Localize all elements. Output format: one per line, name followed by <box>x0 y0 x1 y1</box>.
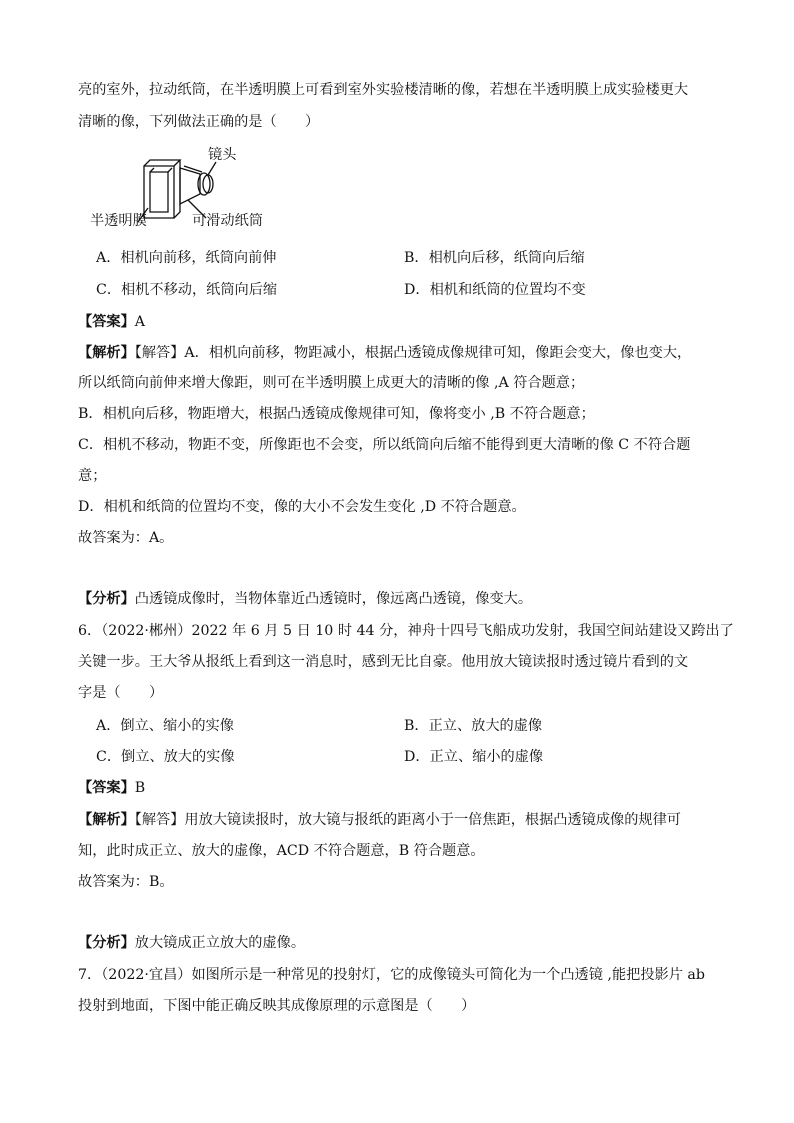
q6-analysis <box>78 933 305 953</box>
q5-option-a: A．相机向前移，纸筒向前伸 <box>96 250 277 266</box>
q6-stem-line3: 字是（ ） <box>78 685 164 701</box>
analysis-tag: 【分析】 <box>78 591 135 607</box>
explain-text: 【解答】用放大镜读报时，放大镜与报纸的距离小于一倍焦距，根据凸透镜成像的规律可 <box>134 812 681 828</box>
q5-answer <box>78 312 145 332</box>
q5-analysis <box>78 589 532 609</box>
q6-stem-line1: 6．（2022·郴州）2022 年 6 月 5 日 10 时 44 分，神舟十四号飞船成功发射，我国空间站建设又跨出了 <box>78 623 734 639</box>
q6-stem-line2: 关键一步。王大爷从报纸上看到这一消息时，感到无比自豪。他用放大镜读报时透过镜片看到的文 <box>78 654 689 670</box>
q6-explain-line2: 知，此时成正立、放大的虚像，ACD 不符合题意，B 符合题意。 <box>78 843 485 859</box>
q5-explain-line5: 意； <box>78 468 107 484</box>
film-label: 半透明膜 <box>90 213 147 229</box>
q7-stem-line2: 投射到地面，下图中能正确反映其成像原理的示意图是（ ） <box>78 998 476 1014</box>
q5-stem-line2: 清晰的像，下列做法正确的是（ ） <box>78 114 320 130</box>
explain-tag: 【解析】 <box>78 345 135 361</box>
lens-label: 镜头 <box>208 147 237 163</box>
camera-box-figure <box>90 142 290 238</box>
analysis-text: 凸透镜成像时，当物体靠近凸透镜时，像远离凸透镜，像变大。 <box>134 591 533 607</box>
q6-option-c: C．倒立、放大的实像 <box>96 749 235 765</box>
answer-value: A <box>134 314 146 330</box>
analysis-tag: 【分析】 <box>78 935 135 951</box>
q6-option-b: B．正立、放大的虚像 <box>404 718 543 734</box>
analysis-text: 放大镜成正立放大的虚像。 <box>134 935 306 951</box>
answer-tag: 【答案】 <box>78 780 135 796</box>
answer-tag: 【答案】 <box>78 314 135 330</box>
explain-text: 【解答】A．相机向前移，物距减小，根据凸透镜成像规律可知，像距会变大，像也变大， <box>134 345 692 361</box>
q5-explain-line2: 所以纸筒向前伸来增大像距，则可在半透明膜上成更大的清晰的像 ,A 符合题意； <box>78 375 585 391</box>
q5-stem-line1: 亮的室外，拉动纸筒，在半透明膜上可看到室外实验楼清晰的像，若想在半透明膜上成实验楼更大 <box>78 82 689 98</box>
q5-explain-line4: C．相机不移动，物距不变，所像距也不会变，所以纸筒向后缩不能得到更大清晰的像 C 不符合题 <box>78 437 691 453</box>
q6-answer <box>78 778 145 798</box>
q5-explain-line3: B．相机向后移，物距增大，根据凸透镜成像规律可知，像将变小 ,B 不符合题意； <box>78 406 595 422</box>
explain-tag: 【解析】 <box>78 812 135 828</box>
q6-option-a: A．倒立、缩小的实像 <box>96 718 234 734</box>
q6-final-answer: 故答案为：B。 <box>78 874 174 890</box>
q6-explain-line1 <box>78 810 681 830</box>
q5-final-answer: 故答案为：A。 <box>78 530 174 546</box>
q5-option-d: D．相机和纸筒的位置均不变 <box>404 282 586 298</box>
q5-option-c: C．相机不移动，纸筒向后缩 <box>96 282 278 298</box>
tube-label: 可滑动纸筒 <box>192 213 263 229</box>
q7-stem-line1: 7．（2022·宜昌）如图所示是一种常见的投射灯，它的成像镜头可简化为一个凸透镜 ,能把投影片 ab <box>78 967 705 983</box>
q5-explain-line1 <box>78 343 691 363</box>
q5-option-b: B．相机向后移，纸筒向后缩 <box>404 250 585 266</box>
answer-value: B <box>134 780 146 796</box>
q5-explain-line6: D．相机和纸筒的位置均不变，像的大小不会发生变化 ,D 不符合题意。 <box>78 499 526 515</box>
q6-option-d: D．正立、缩小的虚像 <box>404 749 544 765</box>
